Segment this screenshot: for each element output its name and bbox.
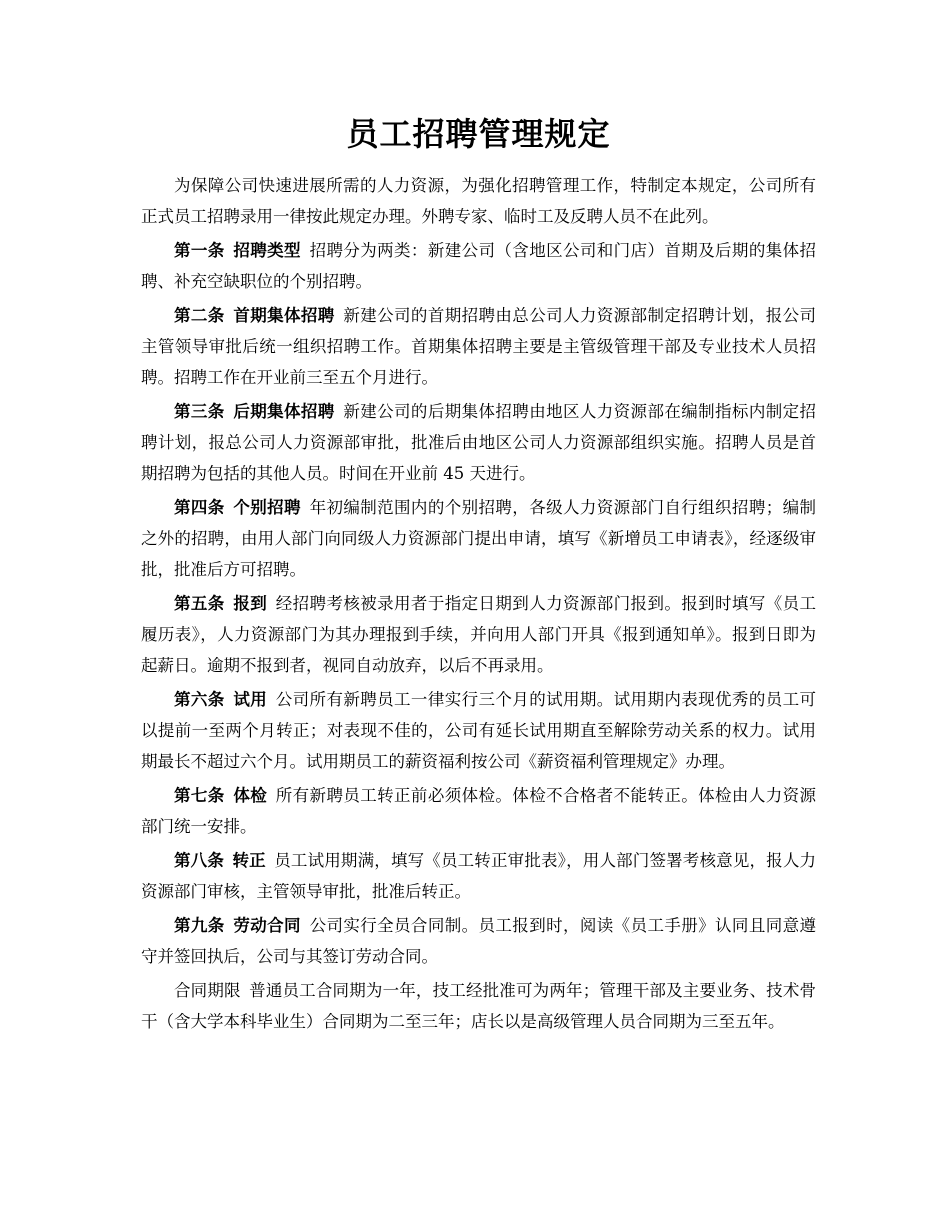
article-5-number: 第五条 (174, 594, 225, 613)
article-4-number: 第四条 (174, 498, 225, 517)
article-2-number: 第二条 (174, 306, 225, 325)
article-1-body: 招聘分为两类：新建公司（含地区公司和门店）首期及后期的集体招聘、补充空缺职位的个别招聘。 (141, 241, 817, 291)
article-7 (141, 780, 816, 842)
article-2 (141, 300, 816, 393)
article-3-heading: 后期集体招聘 (232, 402, 335, 421)
article-3-number: 第三条 (174, 402, 225, 421)
article-8-number: 第八条 (174, 851, 225, 870)
article-3-body: 新建公司的后期集体招聘由地区人力资源部在编制指标内制定招聘计划，报总公司人力资源部审批，批准后由地区公司人力资源部组织实施。招聘人员是首期招聘为包括的其他人员。时间在开业前 45 天进行。 (141, 402, 817, 483)
intro-paragraph: 为保障公司快速进展所需的人力资源，为强化招聘管理工作，特制定本规定，公司所有正式员工招聘录用一律按此规定办理。外聘专家、临时工及反聘人员不在此列。 (141, 176, 816, 226)
article-6 (141, 684, 816, 777)
article-1-number: 第一条 (174, 241, 225, 260)
article-6-heading: 试用 (232, 690, 268, 709)
article-9-number: 第九条 (174, 916, 225, 935)
article-7-body: 所有新聘员工转正前必须体检。体检不合格者不能转正。体检由人力资源部门统一安排。 (141, 786, 817, 836)
article-1-heading: 招聘类型 (232, 241, 301, 260)
article-3 (141, 396, 816, 489)
article-8-heading: 转正 (232, 851, 266, 870)
article-5 (141, 588, 816, 681)
article-8 (141, 845, 816, 907)
article-2-body: 新建公司的首期招聘由总公司人力资源部制定招聘计划，报公司主管领导审批后统一组织招聘工作。首期集体招聘主要是主管级管理干部及专业技术人员招聘。招聘工作在开业前三至五个月进行。 (141, 306, 817, 387)
contract-term-body: 普通员工合同期为一年，技工经批准可为两年；管理干部及主要业务、技术骨干（含大学本科毕业生）合同期为二至三年；店长以是高级管理人员合同期为三至五年。 (141, 981, 817, 1031)
article-4-body: 年初编制范围内的个别招聘，各级人力资源部门自行组织招聘；编制之外的招聘，由用人部门向同级人力资源部门提出申请，填写《新增员工申请表》，经逐级审批，批准后方可招聘。 (141, 498, 817, 579)
document-title: 员工招聘管理规定 (346, 115, 611, 153)
article-5-heading: 报到 (232, 594, 268, 613)
article-7-number: 第七条 (174, 786, 225, 805)
contract-term-label: 合同期限 (174, 981, 241, 1000)
article-9-body: 公司实行全员合同制。员工报到时，阅读《员工手册》认同且同意遵守并签回执后，公司与其签订劳动合同。 (141, 916, 817, 966)
article-9-heading: 劳动合同 (232, 916, 301, 935)
article-6-number: 第六条 (174, 690, 225, 709)
article-1 (141, 235, 816, 297)
contract-term-paragraph (141, 975, 816, 1037)
article-6-body: 公司所有新聘员工一律实行三个月的试用期。试用期内表现优秀的员工可以提前一至两个月转正；对表现不佳的，公司有延长试用期直至解除劳动关系的权力。试用期最长不超过六个月。试用期员工的薪资福利按公司《薪资福利管理规定》办理。 (141, 690, 817, 771)
article-9 (141, 910, 816, 972)
article-2-heading: 首期集体招聘 (232, 306, 335, 325)
article-4-heading: 个别招聘 (232, 498, 301, 517)
article-5-body: 经招聘考核被录用者于指定日期到人力资源部门报到。报到时填写《员工履历表》，人力资源部门为其办理报到手续，并向用人部门开具《报到通知单》。报到日即为起薪日。逾期不报到者，视同自动放弃，以后不再录用。 (141, 594, 817, 675)
article-4 (141, 492, 816, 585)
article-7-heading: 体检 (232, 786, 268, 805)
document-page (141, 108, 816, 1040)
article-8-body: 员工试用期满，填写《员工转正审批表》，用人部门签署考核意见，报人力资源部门审核，主管领导审批，批准后转正。 (141, 851, 817, 901)
